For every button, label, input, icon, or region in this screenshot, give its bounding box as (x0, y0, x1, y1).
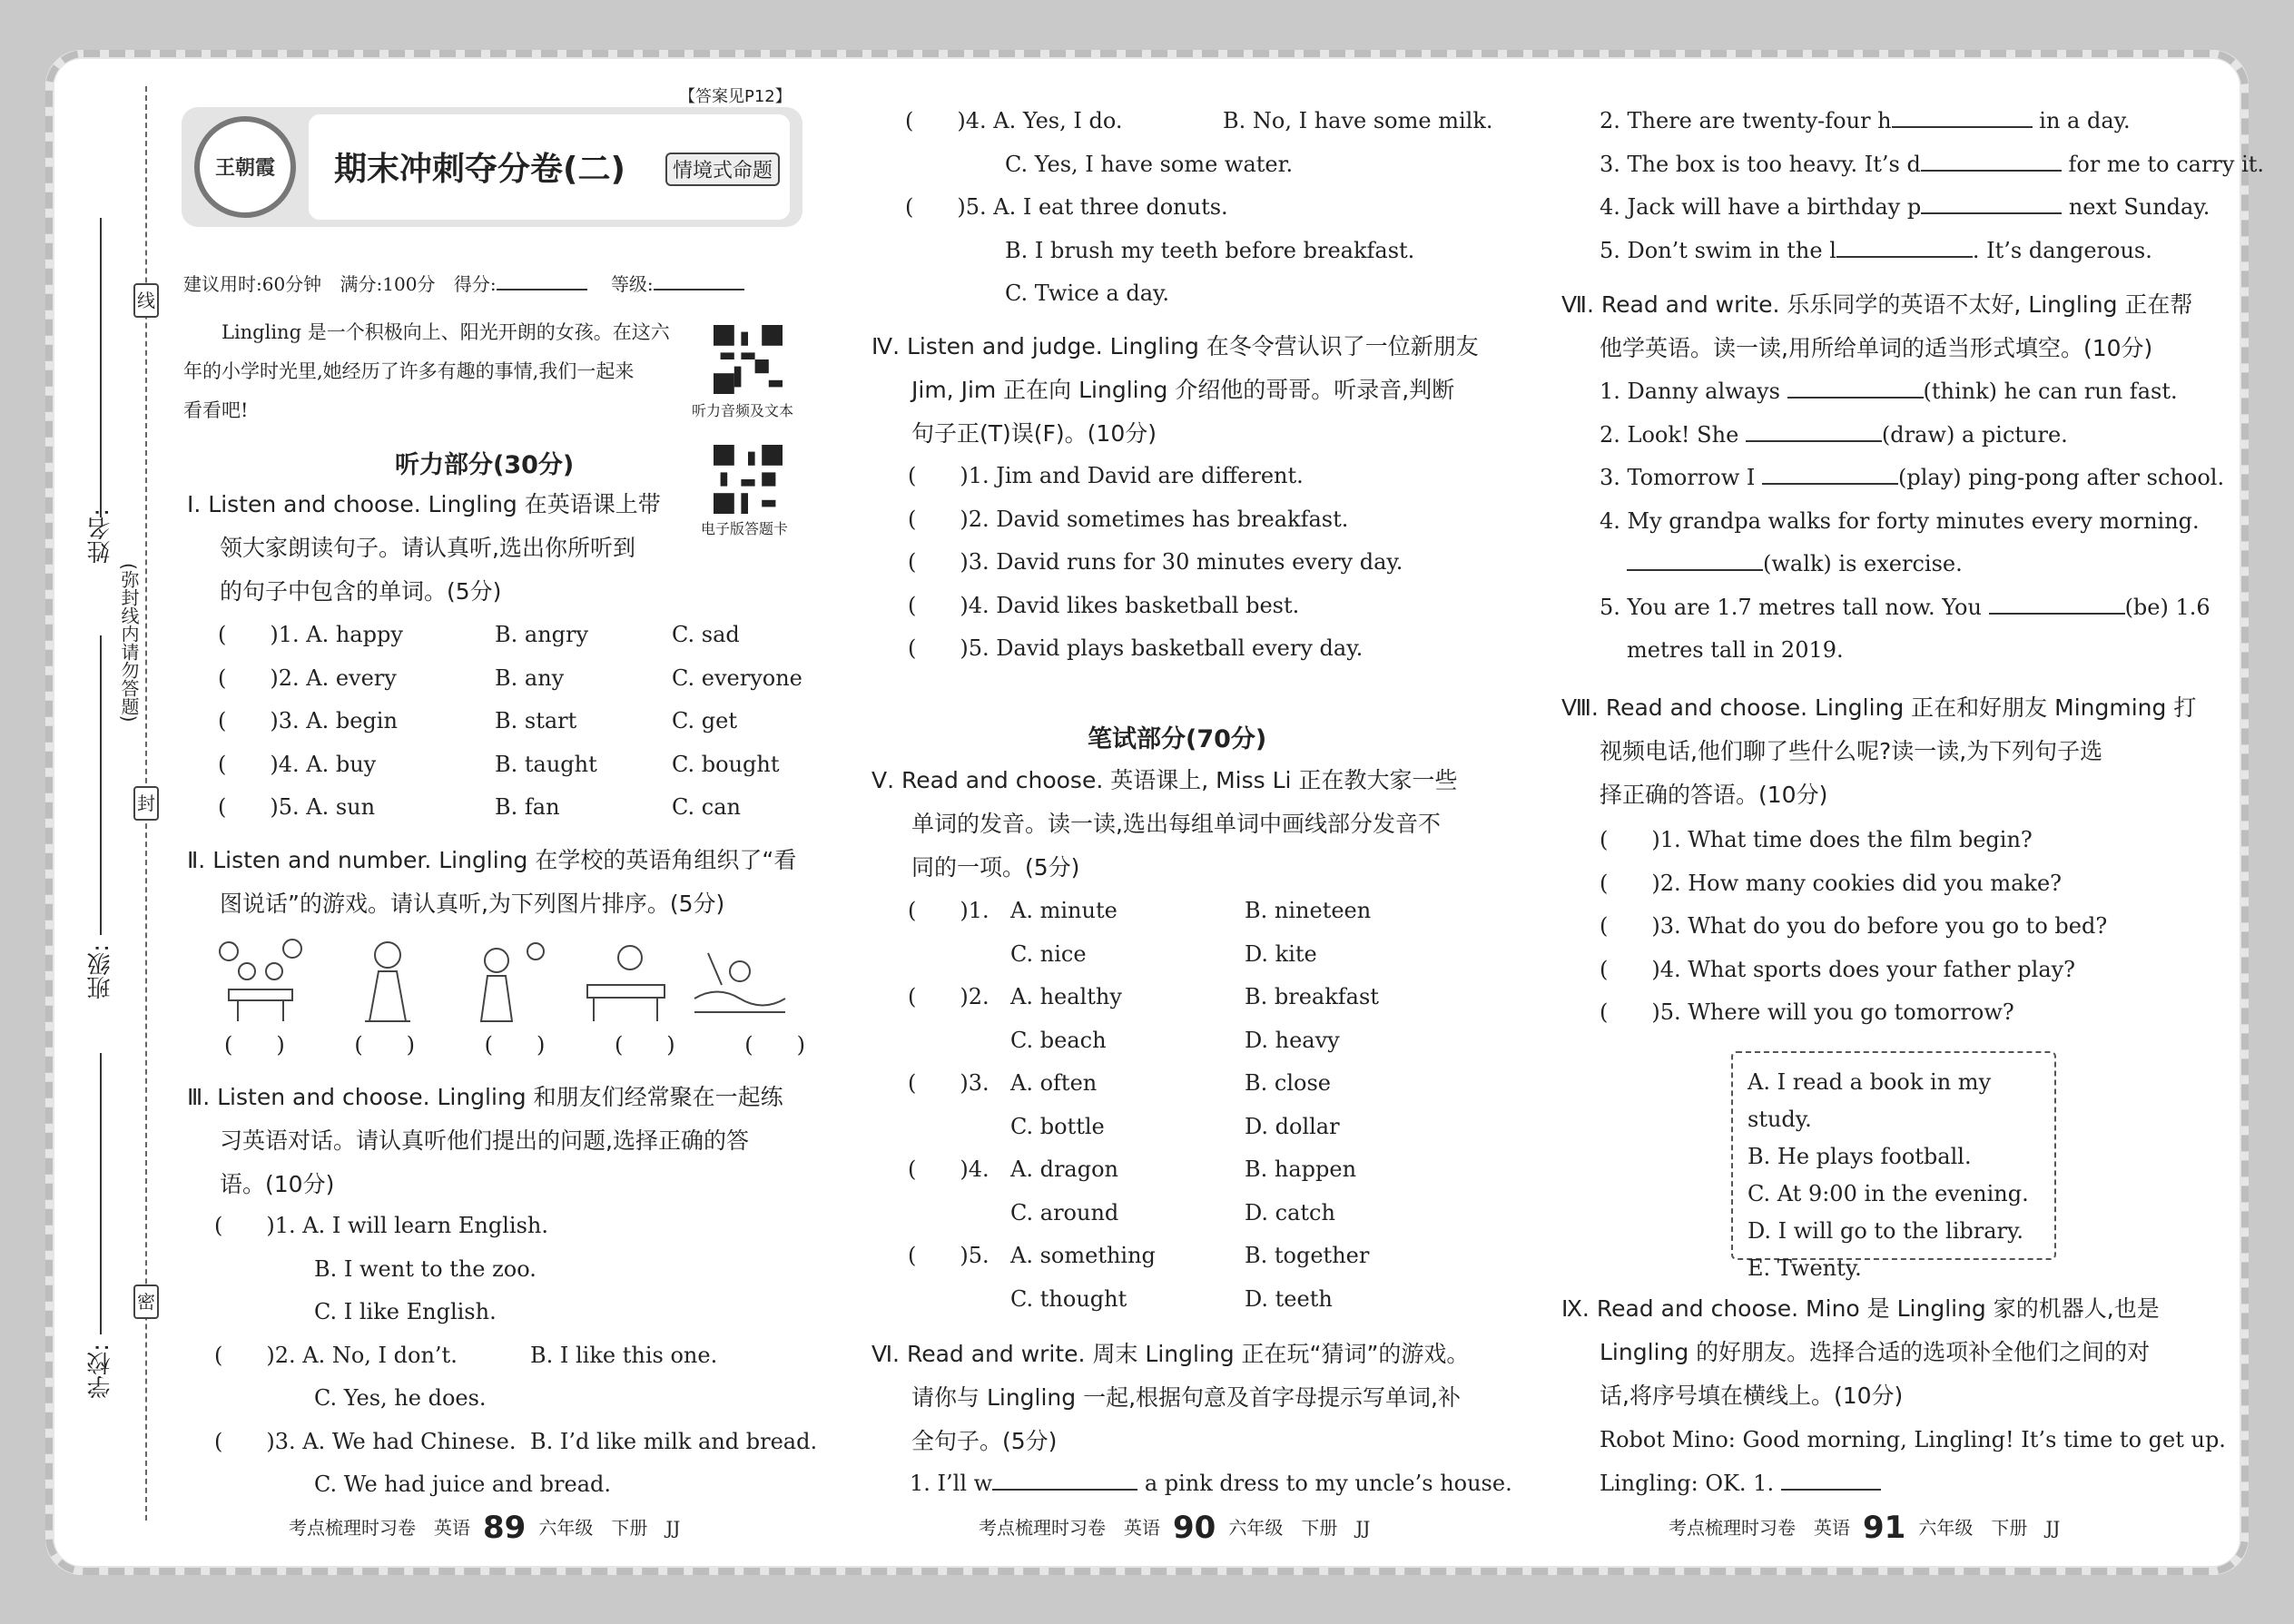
answer-blank[interactable] (1787, 379, 1924, 399)
list-item: C. bottle D. dollar (1010, 1113, 1340, 1139)
list-item: 2. Look! She (draw) a picture. (1600, 421, 2068, 448)
question-1[interactable]: ( )1. A. I will learn English. (214, 1213, 548, 1238)
section-4-title: 句子正(T)误(F)。(10分) (911, 420, 1157, 447)
answer-blank[interactable] (1892, 108, 2033, 128)
section-6-item-1: 1. I’ll w a pink dress to my uncle’s house. (910, 1471, 1512, 1496)
section-4-title: Ⅳ. Listen and judge. Lingling 在冬令营认识了一位新朋友 (871, 333, 1479, 359)
picture-blank[interactable]: ( ) (354, 1032, 416, 1058)
writing-header: 笔试部分(70分) (1088, 725, 1267, 753)
option: A. I read a book in my study. (1748, 1069, 1992, 1132)
list-item[interactable]: ( )4. A. dragon B. happen (908, 1156, 1357, 1182)
section-5-items (908, 890, 1379, 1321)
school-field[interactable] (100, 1053, 102, 1334)
answer-blank[interactable] (1781, 1471, 1881, 1491)
name-field[interactable] (100, 218, 102, 517)
question-3[interactable]: ( )3. A. We had Chinese. B. I’d like milk and bread. (214, 1428, 818, 1454)
question-5[interactable]: ( )5. A. I eat three donuts. (905, 194, 1228, 220)
section-5-title: 单词的发音。读一读,选出每组单词中画线部分发音不 (911, 811, 1441, 837)
option: B. I went to the zoo. (314, 1255, 537, 1282)
page-number: 90 (1173, 1510, 1216, 1546)
list-item: 3. Tomorrow I (play) ping-pong after school. (1600, 465, 2225, 490)
picture-blank[interactable]: ( ) (614, 1032, 675, 1058)
list-item: metres tall in 2019. (1627, 637, 1844, 663)
score-label: 得分: (453, 273, 497, 295)
list-item[interactable]: ( )1. What time does the film begin? (1600, 827, 2033, 852)
answer-blank[interactable] (1836, 238, 1973, 258)
mi-label: 密 (133, 1284, 159, 1319)
list-item: 2. There are twenty-four h in a day. (1600, 108, 2131, 133)
picture-blank[interactable]: ( ) (744, 1032, 805, 1058)
section-5-title: Ⅴ. Read and choose. 英语课上, Miss Li 正在教大家一些 (871, 767, 1458, 793)
section-2-title: Ⅱ. Listen and number. Lingling 在学校的英语角组织了“看 (187, 847, 797, 873)
answer-blank[interactable] (1746, 422, 1882, 442)
section-8-items (1600, 819, 2107, 1035)
list-item: C. nice D. kite (1010, 940, 1317, 967)
list-item[interactable]: ( )2. David sometimes has breakfast. (908, 506, 1349, 532)
section-3-title: 习英语对话。请认真听他们提出的问题,选择正确的答 (220, 1127, 749, 1154)
answer-blank[interactable] (1762, 465, 1898, 485)
answer-blank[interactable] (992, 1471, 1137, 1491)
option: D. I will go to the library. (1748, 1218, 2024, 1244)
section-9-title: 话,将序号填在横线上。(10分) (1600, 1383, 1904, 1409)
section-6-title: 全句子。(5分) (911, 1428, 1058, 1454)
qr-code-audio[interactable] (714, 325, 783, 394)
question-4[interactable]: ( )4. A. Yes, I do. B. No, I have some milk. (905, 108, 1493, 133)
picture-party (211, 935, 310, 1026)
section-7-title: 他学英语。读一读,用所给单词的适当形式填空。(10分) (1600, 335, 2153, 361)
section-4-items (908, 455, 1403, 671)
list-item[interactable]: ( )5. Where will you go tomorrow? (1600, 999, 2014, 1025)
section-9-title: Lingling 的好朋友。选择合适的选项补全他们之间的对 (1600, 1339, 2151, 1365)
title-banner (182, 107, 802, 227)
section-7 (1561, 283, 2192, 370)
option: C. We had juice and bread. (314, 1471, 612, 1497)
section-9-title: Ⅸ. Read and choose. Mino 是 Lingling 家的机器人,也是 (1561, 1295, 2160, 1322)
answer-blank[interactable] (1921, 194, 2062, 214)
section-2 (187, 839, 796, 926)
footer-page-90: 考点梳理时习卷 英语 90 六年级 下册 JJ (979, 1510, 1371, 1546)
picture-sun-girl (456, 935, 556, 1026)
qr2-label: 电子版答题卡 (701, 520, 789, 537)
picture-desk (574, 935, 674, 1026)
list-item: 3. The box is too heavy. It’s d for me to carry it. (1600, 151, 2265, 177)
list-item[interactable]: ( )2. How many cookies did you make? (1600, 870, 2063, 896)
time-label: 建议用时:60分钟 (183, 273, 322, 295)
section-8 (1561, 686, 2196, 817)
footer-page-89: 考点梳理时习卷 英语 89 六年级 下册 JJ (289, 1510, 681, 1546)
full-score-label: 满分:100分 (340, 273, 436, 295)
name-label: 姓名: (87, 508, 114, 564)
answer-blank[interactable] (1921, 152, 2062, 172)
list-item[interactable]: ( )4. David likes basketball best. (908, 592, 1300, 618)
brand-logo (194, 116, 296, 218)
section-8-title: Ⅷ. Read and choose. Lingling 正在和好朋友 Mingming 打 (1561, 694, 2197, 721)
brand-name: 王朝霞 (214, 156, 275, 180)
footer-page-91: 考点梳理时习卷 英语 91 六年级 下册 JJ (1669, 1510, 2061, 1546)
list-item: (walk) is exercise. (1600, 543, 2224, 586)
section-7-items (1600, 370, 2224, 673)
page-number: 89 (483, 1510, 527, 1546)
picture-blank[interactable]: ( ) (224, 1032, 285, 1058)
section-9 (1561, 1287, 2160, 1418)
list-item[interactable]: ( )5. A. sun B. fan C. can (218, 794, 741, 820)
section-3-continued (905, 100, 1493, 316)
list-item: C. thought D. teeth (1010, 1285, 1333, 1312)
list-item: C. around D. catch (1010, 1199, 1335, 1225)
list-item: 1. Danny always (think) he can run fast. (1600, 379, 2178, 404)
option: B. He plays football. (1748, 1144, 1972, 1169)
question-2[interactable]: ( )2. A. No, I don’t. B. I like this one. (214, 1342, 718, 1368)
option: C. Yes, he does. (314, 1385, 487, 1411)
dialog (1600, 1419, 2226, 1505)
list-item: 5. Don’t swim in the l . It’s dangerous. (1600, 237, 2152, 263)
list-item[interactable]: ( )1. A. happy B. angry C. sad (218, 622, 740, 647)
section-7-title: Ⅶ. Read and write. 乐乐同学的英语不太好, Lingling 正在帮 (1561, 291, 2193, 318)
list-item[interactable]: ( )3. A. often B. close (908, 1070, 1331, 1096)
list-item[interactable]: ( )5. A. something B. together (908, 1243, 1370, 1268)
answer-ref: 【答案见P12】 (679, 87, 792, 106)
list-item: 4. Jack will have a birthday p next Sunday. (1600, 194, 2210, 220)
section-3-title: 语。(10分) (220, 1171, 335, 1197)
section-5 (871, 759, 1457, 890)
list-item: C. beach D. heavy (1010, 1027, 1340, 1053)
section-1-title: Ⅰ. Listen and choose. Lingling 在英语课上带 (187, 491, 661, 517)
option: C. At 9:00 in the evening. (1748, 1181, 2029, 1206)
section-8-title: 择正确的答语。(10分) (1600, 782, 1828, 808)
list-item[interactable]: ( )1. Jim and David are different. (908, 463, 1304, 488)
picture-girl (338, 935, 438, 1026)
dialog-line: Robot Mino: Good morning, Lingling! It’s time to get up. (1600, 1427, 2226, 1452)
section-1-title: 领大家朗读句子。请认真听,选出你所听到 (220, 535, 635, 561)
section-1-items (218, 614, 802, 830)
section-4 (871, 325, 1479, 456)
picture-blank[interactable]: ( ) (484, 1032, 546, 1058)
section-1-title: 的句子中包含的单词。(5分) (220, 578, 502, 605)
qr1-label: 听力音频及文本 (692, 402, 794, 419)
list-item: 5. You are 1.7 metres tall now. You (be) 1.6 (1600, 594, 2210, 620)
dialog-line: Lingling: OK. 1. (1600, 1462, 2226, 1506)
picture-beach (690, 935, 790, 1026)
section-1 (187, 483, 813, 614)
feng-label: 封 (133, 786, 159, 821)
section-6 (871, 1333, 1469, 1463)
list-item[interactable]: ( )2. A. every B. any C. everyone (218, 664, 802, 691)
class-field[interactable] (100, 635, 102, 935)
option: C. Twice a day. (1005, 281, 1170, 306)
intro-line: 年的小学时光里,她经历了许多有趣的事情,我们一起来 (183, 360, 635, 382)
section-3-title: Ⅲ. Listen and choose. Lingling 和朋友们经常聚在一起练 (187, 1084, 783, 1110)
option: E. Twenty. (1748, 1255, 1862, 1281)
class-label: 班级: (87, 944, 114, 999)
intro (183, 313, 670, 430)
list-item[interactable]: ( )1. A. minute B. nineteen (908, 898, 1372, 923)
section-8-title: 视频电话,他们聊了些什么呢?读一读,为下列句子选 (1600, 738, 2103, 764)
section-3 (187, 1076, 783, 1206)
picture-blanks (224, 1024, 805, 1068)
list-item[interactable]: ( )2. A. healthy B. breakfast (908, 984, 1379, 1009)
section-6-title: Ⅵ. Read and write. 周末 Lingling 正在玩“猜词”的游戏。 (871, 1341, 1470, 1367)
option: C. I like English. (314, 1299, 497, 1324)
seal-note: (弥封线内请勿答题) (118, 563, 140, 723)
intro-line: Lingling 是一个积极向上、阳光开朗的女孩。在这六 (222, 321, 670, 343)
title-tag: 情境式命题 (665, 153, 780, 186)
grade-label: 等级: (610, 273, 654, 295)
answer-blank[interactable] (1989, 595, 2125, 615)
school-label: 学校: (87, 1343, 114, 1399)
options-box (1731, 1051, 2056, 1281)
list-item[interactable]: ( )3. A. begin B. start C. get (218, 708, 737, 733)
list-item[interactable]: ( )3. What do you do before you go to bed? (1600, 913, 2108, 939)
score-field[interactable] (497, 289, 587, 290)
section-2-title: 图说话”的游戏。请认真听,为下列图片排序。(5分) (220, 891, 725, 917)
grade-field[interactable] (654, 289, 744, 290)
section-6-title: 请你与 Lingling 一起,根据句意及首字母提示写单词,补 (911, 1384, 1461, 1411)
list-item[interactable]: ( )4. A. buy B. taught C. bought (218, 751, 780, 777)
list-item[interactable]: ( )5. David plays basketball every day. (908, 635, 1364, 661)
option: C. Yes, I have some water. (1005, 151, 1294, 177)
section-4-title: Jim, Jim 正在向 Lingling 介绍他的哥哥。听录音,判断 (911, 377, 1455, 403)
list-item[interactable]: ( )3. David runs for 30 minutes every day. (908, 549, 1403, 575)
list-item[interactable]: ( )4. What sports does your father play? (1600, 956, 2076, 982)
listening-header: 听力部分(30分) (395, 451, 575, 479)
answer-blank[interactable] (1627, 551, 1763, 571)
xian-label: 线 (133, 283, 159, 318)
section-6-continued (1600, 100, 2264, 272)
section-5-title: 同的一项。(5分) (911, 854, 1080, 881)
list-item: 4. My grandpa walks for forty minutes every morning. (1600, 507, 2200, 534)
meta-line (183, 270, 744, 296)
page-title: 期末冲刺夺分卷(二) (334, 151, 625, 188)
option: B. I brush my teeth before breakfast. (1005, 237, 1415, 263)
intro-line: 看看吧! (183, 399, 249, 421)
page-number: 91 (1863, 1510, 1906, 1546)
section-3-items (214, 1205, 817, 1507)
